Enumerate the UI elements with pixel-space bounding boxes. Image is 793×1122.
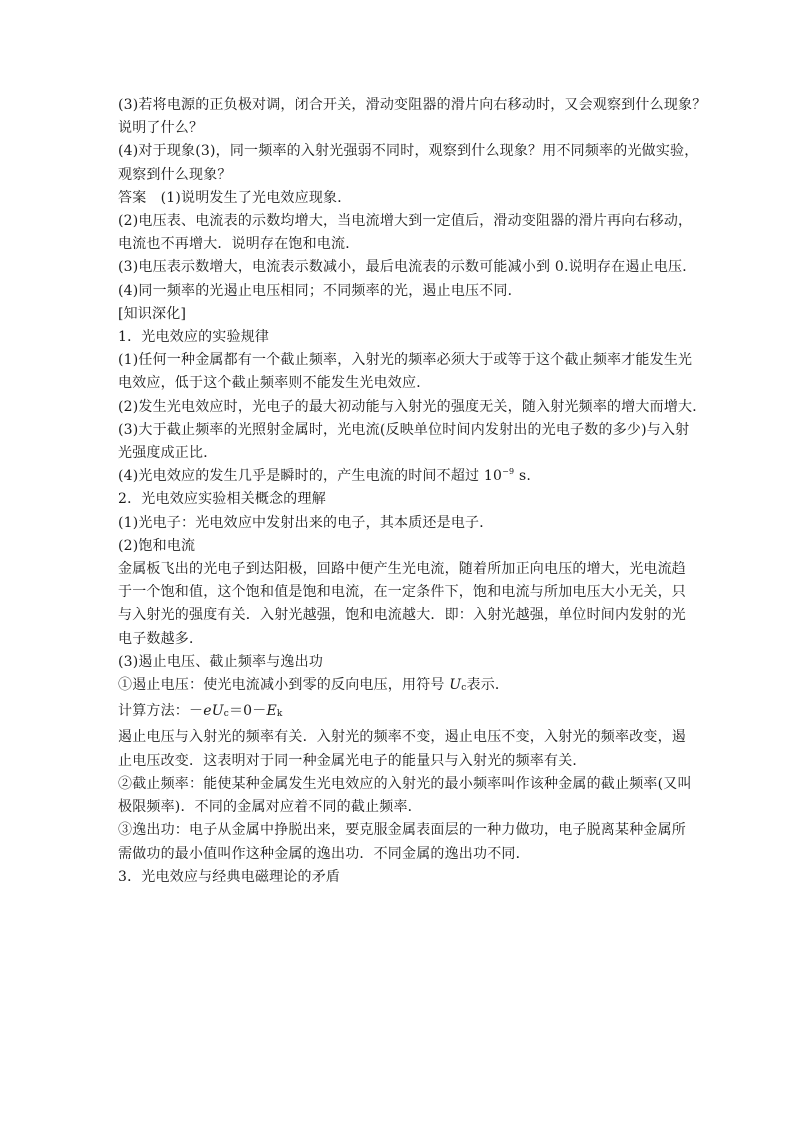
formula-subscript-k: k (276, 709, 283, 720)
concept-stopping-voltage-title: (3)遏止电压、截止频率与逸出功 (118, 653, 324, 670)
document-page (118, 94, 707, 889)
heading-2: 2．光电效应实验相关概念的理解 (118, 491, 326, 508)
question-3-line-1: (3)若将电源的正负极对调，闭合开关，滑动变阻器的滑片向右移动时，又会观察到什么现象？ (118, 97, 707, 113)
stopping-voltage-definition (118, 674, 683, 700)
rule-4 (118, 465, 683, 488)
symbol-u: U (449, 677, 462, 694)
work-function-line-1: ③逸出功：电子从金属中挣脱出来，要克服金属表面层的一种力做功，电子脱离某种金属所 (118, 822, 686, 839)
cutoff-frequency-line-1: ②截止频率：能使某种金属发生光电效应的入射光的最小频率叫作该种金属的截止频率(又叫 (118, 775, 692, 792)
heading-1: 1．光电效应的实验规律 (118, 329, 270, 346)
question-4-line-1: (4)对于现象(3)，同一频率的入射光强弱不同时，观察到什么现象？用不同频率的光做实验， (118, 143, 699, 160)
answer-2-line-2: 电流也不再增大．说明存在饱和电流． (118, 236, 360, 253)
answer-2-line-1: (2)电压表、电流表的示数均增大，当电流增大到一定值后，滑动变阻器的滑片再向右移动， (118, 213, 693, 230)
unit-seconds: s. (514, 468, 531, 485)
symbol-subscript-c: c (461, 683, 467, 694)
heading-3: 3．光电效应与经典电磁理论的矛盾 (118, 868, 341, 885)
stopping-voltage-line-1: 遏止电压与入射光的频率有关．入射光的频率不变，遏止电压不变，入射光的频率改变，遏 (118, 729, 686, 746)
question-4-line-2: 观察到什么现象？ (118, 166, 232, 183)
stopping-voltage-text: ①遏止电压：使光电流减小到零的反向电压，用符号 (118, 677, 450, 694)
answer-1: 答案 (1)说明发生了光电效应现象． (118, 189, 352, 206)
represent-text: 表示． (466, 677, 510, 694)
saturation-line-2: 于一个饱和值，这个饱和值是饱和电流，在一定条件下，饱和电流与所加电压大小无关，只 (118, 584, 686, 601)
exponent: −9 (502, 467, 515, 477)
calculation-method (118, 700, 683, 726)
rule-3-line-1: (3)大于截止频率的光照射金属时，光电流(反映单位时间内发射出的光电子数的多少)与入射 (118, 421, 690, 438)
rule-3-line-2: 光强度成正比． (118, 445, 218, 462)
formula-ek: E (266, 703, 277, 720)
saturation-line-1: 金属板飞出的光电子到达阳极，回路中便产生光电流，随着所加正向电压的增大，光电流趋 (118, 561, 686, 578)
formula-u: U (211, 703, 224, 720)
rule-4-text: (4)光电效应的发生几乎是瞬时的，产生电流的时间不超过 10 (118, 468, 503, 485)
saturation-line-3: 与入射光的强度有关．入射光越强，饱和电流越大．即：入射光越强，单位时间内发射的光 (118, 607, 686, 624)
section-knowledge-deepening: [知识深化] (118, 305, 187, 322)
question-3-line-2: 说明了什么？ (118, 120, 204, 137)
stopping-voltage-line-2: 止电压改变．这表明对于同一种金属光电子的能量只与入射光的频率有关． (118, 752, 587, 769)
formula-middle: ＝0－ (228, 703, 267, 720)
answer-4: (4)同一频率的光遏止电压相同；不同频率的光，遏止电压不同． (118, 282, 522, 299)
calculation-label: 计算方法：－ (118, 703, 204, 720)
work-function-line-2: 需做功的最小值叫作这种金属的逸出功．不同金属的逸出功不同． (118, 845, 530, 862)
rule-2: (2)发生光电效应时，光电子的最大初动能与入射光的强度无关，随入射光频率的增大而增大． (118, 398, 707, 415)
rule-1-line-2: 电效应，低于这个截止频率则不能发生光电效应． (118, 375, 431, 392)
answer-3: (3)电压表示数增大，电流表示数减小，最后电流表的示数可能减小到 0.说明存在遏止电压． (118, 259, 697, 276)
concept-saturation-current-title: (2)饱和电流 (118, 537, 196, 554)
rule-1-line-1: (1)任何一种金属都有一个截止频率，入射光的频率必须大于或等于这个截止频率才能发生光 (118, 352, 693, 369)
formula-subscript-c: c (223, 709, 229, 720)
cutoff-frequency-line-2: 极限频率)．不同的金属对应着不同的截止频率． (118, 799, 422, 816)
concept-photoelectron: (1)光电子：光电效应中发射出来的电子，其本质还是电子． (118, 514, 494, 531)
formula-e: e (203, 703, 212, 720)
saturation-line-4: 电子数越多． (118, 630, 204, 647)
